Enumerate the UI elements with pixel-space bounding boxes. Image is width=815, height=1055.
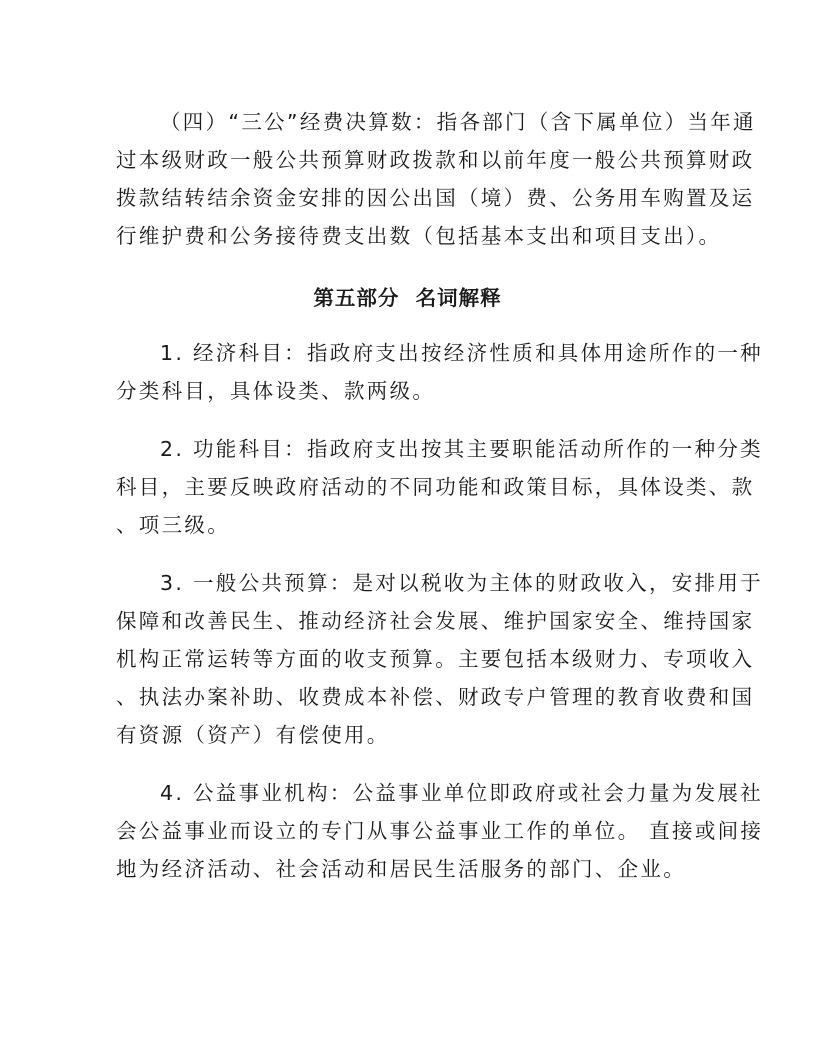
section-heading: 第五部分 名词解释 xyxy=(313,286,502,310)
term-3-line: 3. 一般公共预算：是对以税收为主体的财政收入，安排用于 xyxy=(160,571,763,595)
term-2-line: 、项三级。 xyxy=(116,513,230,537)
term-4-line: 地为经济活动、社会活动和居民生活服务的部门、企业。 xyxy=(116,857,686,881)
term-3-line: 保障和改善民生、推动经济社会发展、维护国家安全、维持国家 xyxy=(116,609,755,633)
term-3-line: 有资源（资产）有偿使用。 xyxy=(116,723,390,747)
term-3-line: 、执法办案补助、收费成本补偿、财政专户管理的教育收费和国 xyxy=(116,685,755,709)
term-1-line: 分类科目，具体设类、款两级。 xyxy=(116,379,436,403)
term-2-line: 2. 功能科目：指政府支出按其主要职能活动所作的一种分类 xyxy=(160,437,763,461)
term-3-line: 机构正常运转等方面的收支预算。主要包括本级财力、专项收入 xyxy=(116,647,755,671)
term-2-line: 科目，主要反映政府活动的不同功能和政策目标，具体设类、款 xyxy=(116,475,755,499)
paragraph-line: 过本级财政一般公共预算财政拨款和以前年度一般公共预算财政 xyxy=(116,148,755,172)
term-1-line: 1. 经济科目：指政府支出按经济性质和具体用途所作的一种 xyxy=(160,341,763,365)
paragraph-line: （四）“三公”经费决算数：指各部门（含下属单位）当年通 xyxy=(160,110,756,134)
paragraph-line: 拨款结转结余资金安排的因公出国（境）费、公务用车购置及运 xyxy=(116,186,755,210)
term-4-line: 4. 公益事业机构：公益事业单位即政府或社会力量为发展社 xyxy=(160,781,763,805)
term-4-line: 会公益事业而设立的专门从事公益事业工作的单位。 直接或间接 xyxy=(116,819,764,843)
paragraph-line: 行维护费和公务接待费支出数（包括基本支出和项目支出）。 xyxy=(116,224,722,248)
